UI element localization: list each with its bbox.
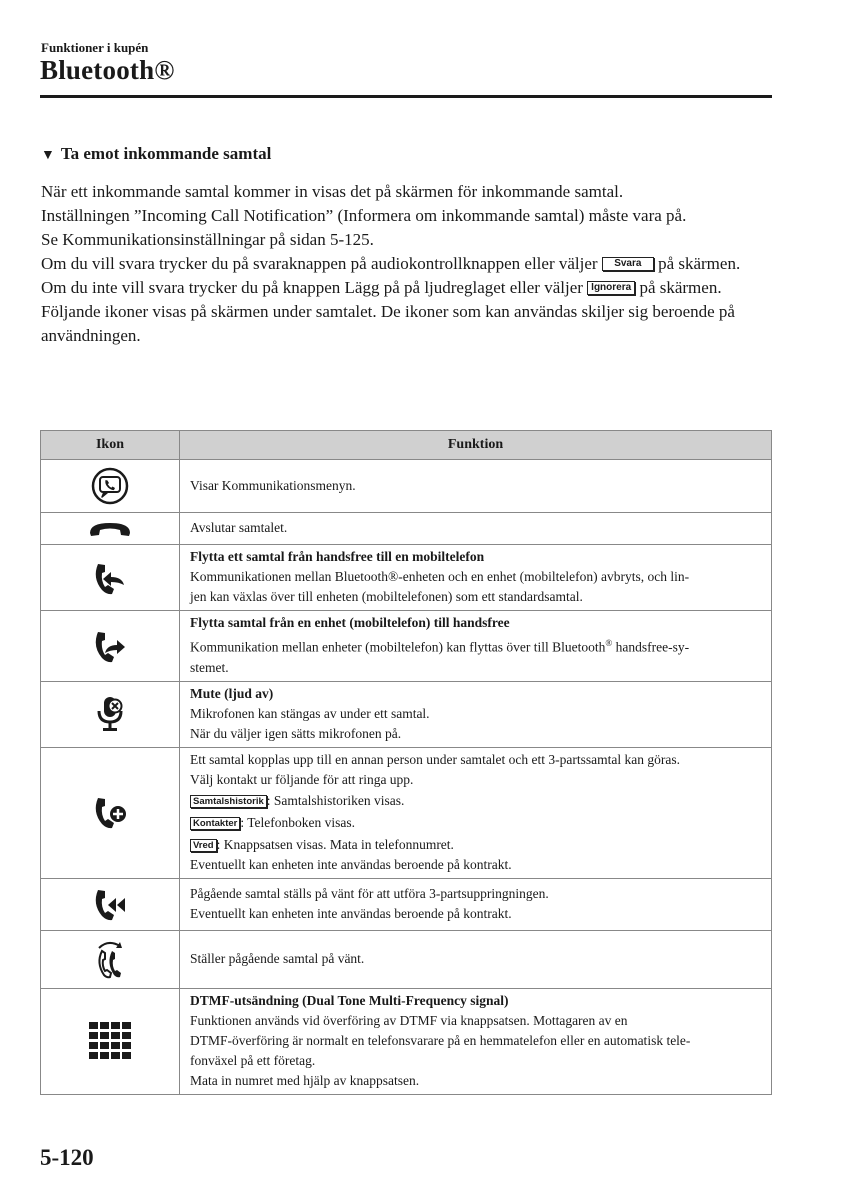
section-heading — [41, 144, 271, 164]
icon-cell — [41, 545, 180, 611]
function-cell — [180, 747, 772, 878]
triangle-bullet-icon: ▼ — [41, 148, 55, 163]
hang-up-icon — [87, 518, 133, 540]
text-span: : Telefonboken visas. — [240, 814, 356, 830]
function-text: Välj kontakt ur följande för att ringa upp. — [190, 771, 414, 787]
dial-button-label: Vred — [190, 839, 217, 852]
registered-mark: ® — [605, 638, 613, 648]
function-text — [190, 813, 761, 833]
icon-cell — [41, 747, 180, 878]
intro-paragraph: Följande ikoner visas på skärmen under samtalet. De ikoner som kan användas skiljer sig beroende på användningen. — [41, 302, 735, 345]
function-text — [190, 791, 761, 811]
function-text: Eventuellt kan enheten inte användas beroende på kontrakt. — [190, 856, 512, 872]
page-number: 5-120 — [40, 1145, 94, 1170]
function-text: Kommunikationen mellan Bluetooth®-enheten och en enhet (mobiltelefon) avbryts, och lin- — [190, 569, 690, 584]
section-heading-text: Ta emot inkommande samtal — [60, 144, 272, 163]
function-text: Mikrofonen kan stängas av under ett samtal. — [190, 705, 430, 721]
mute-microphone-icon — [95, 694, 125, 734]
text-span: Kommunikation mellan enheter (mobiltelefon) kan flyttas över till Bluetooth — [190, 639, 606, 655]
table-row — [41, 460, 772, 513]
function-text: Visar Kommunikationsmenyn. — [190, 477, 356, 493]
icon-cell — [41, 878, 180, 930]
table-row — [41, 611, 772, 682]
function-title: Flytta samtal från en enhet (mobiltelefon) till handsfree — [190, 615, 510, 630]
icon-cell — [41, 681, 180, 747]
text-span: handsfree-sy- — [612, 639, 690, 655]
text-span: Om du vill svara trycker du på svaraknappen på audiokontrollknappen eller väljer — [41, 254, 602, 273]
table-row — [41, 545, 772, 611]
icon-cell — [41, 513, 180, 545]
function-text: När du väljer igen sätts mikrofonen på. — [190, 725, 402, 741]
intro-paragraph: När ett inkommande samtal kommer in visas det på skärmen för inkommande samtal. — [41, 182, 624, 201]
function-cell — [180, 988, 772, 1094]
table-row — [41, 930, 772, 988]
function-text: stemet. — [190, 659, 229, 675]
function-title: Flytta ett samtal från handsfree till en mobiltelefon — [190, 549, 485, 564]
function-text: Funktionen används vid överföring av DTMF via knappsatsen. Mottagaren av en — [190, 1012, 628, 1028]
text-span: : Samtalshistoriken visas. — [266, 792, 405, 808]
page-title: Bluetooth® — [40, 55, 175, 85]
table-header-row — [41, 431, 772, 460]
answer-button-label: Svara — [602, 257, 654, 271]
intro-paragraph — [41, 276, 773, 300]
function-cell — [180, 545, 772, 611]
function-cell — [180, 513, 772, 545]
function-title: DTMF-utsändning (Dual Tone Multi-Frequency signal) — [190, 992, 509, 1008]
ignore-button-label: Ignorera — [587, 281, 635, 295]
function-cell — [180, 460, 772, 513]
hold-for-conference-icon — [90, 884, 130, 924]
function-cell — [180, 681, 772, 747]
function-text: Ett samtal kopplas upp till en annan person under samtalet och ett 3-partssamtal kan göras. — [190, 751, 680, 767]
function-text: fonväxel på ett företag. — [190, 1052, 316, 1068]
call-history-button-label: Samtalshistorik — [190, 795, 267, 808]
transfer-to-handsfree-icon — [90, 626, 130, 666]
table-row — [41, 878, 772, 930]
column-header-function: Funktion — [180, 431, 772, 460]
function-text: DTMF-överföring är normalt en telefonsvarare på en hemmatelefon eller en automatisk tele- — [190, 1032, 691, 1048]
icon-cell — [41, 988, 180, 1094]
function-text — [190, 835, 761, 855]
intro-text — [41, 180, 773, 348]
text-span: på skärmen. — [635, 278, 722, 297]
table-row — [41, 681, 772, 747]
table-row — [41, 988, 772, 1094]
intro-paragraph: Se Kommunikationsinställningar på sidan 5-125. — [41, 230, 374, 249]
function-cell — [180, 611, 772, 682]
function-text: Ställer pågående samtal på vänt. — [190, 950, 365, 966]
column-header-icon: Ikon — [41, 431, 180, 460]
function-cell — [180, 878, 772, 930]
add-call-icon — [90, 792, 130, 834]
function-text: Pågående samtal ställs på vänt för att utföra 3-partsuppringningen. — [190, 885, 549, 901]
function-cell — [180, 930, 772, 988]
function-title: Mute (ljud av) — [190, 685, 274, 701]
intro-paragraph: Inställningen ”Incoming Call Notification” (Informera om inkommande samtal) måste vara på. — [41, 206, 687, 225]
icon-cell — [41, 930, 180, 988]
function-text: jen kan växlas över till enheten (mobiltelefonen) som ett standardsamtal. — [190, 589, 583, 604]
header-divider — [40, 95, 772, 98]
swap-call-icon — [90, 937, 130, 981]
function-text — [190, 633, 761, 658]
icon-function-table — [40, 430, 772, 1095]
table-row — [41, 513, 772, 545]
text-span: Om du inte vill svara trycker du på knappen Lägg på på ljudreglaget eller väljer — [41, 278, 588, 297]
function-text: Avslutar samtalet. — [190, 520, 288, 535]
running-section-header: Funktioner i kupén — [41, 40, 149, 55]
communication-menu-icon — [90, 466, 130, 506]
contacts-button-label: Kontakter — [190, 817, 240, 830]
intro-paragraph — [41, 252, 773, 276]
icon-cell — [41, 611, 180, 682]
transfer-to-phone-icon — [90, 558, 130, 598]
table-row — [41, 747, 772, 878]
text-span: på skärmen. — [653, 254, 741, 273]
keypad-icon — [88, 1020, 132, 1062]
function-text: Eventuellt kan enheten inte användas beroende på kontrakt. — [190, 905, 512, 921]
function-text: Mata in numret med hjälp av knappsatsen. — [190, 1072, 420, 1088]
text-span: : Knappsatsen visas. Mata in telefonnumret. — [216, 836, 454, 852]
icon-cell — [41, 460, 180, 513]
